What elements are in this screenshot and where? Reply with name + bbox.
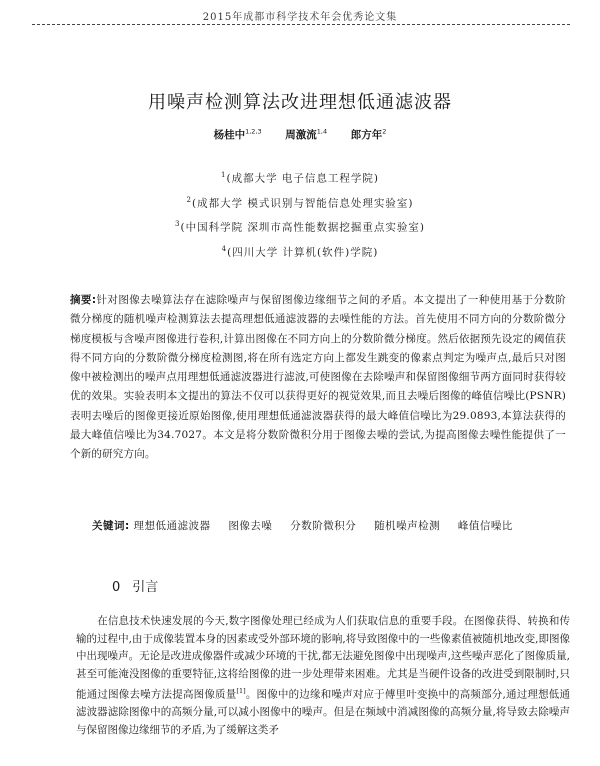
affiliation: $^2$(成都大学 模式识别与智能信息处理实验室) bbox=[186, 195, 414, 209]
affiliation: $^3$(中国科学院 深圳市高性能数据挖掘重点实验室) bbox=[175, 220, 425, 234]
affiliation: $^1$(成都大学 电子信息工程学院) bbox=[221, 171, 379, 185]
author: 杨桂中$^{1,2,3}$ bbox=[213, 127, 262, 141]
affiliation: $^4$(四川大学 计算机(软件)学院) bbox=[221, 244, 379, 258]
paper-title: 用噪声检测算法改进理想低通滤波器 bbox=[148, 92, 452, 113]
keyword: 分数阶微积分 bbox=[290, 520, 357, 532]
section-number: 0 bbox=[112, 580, 121, 595]
author: 周激流$^{1,4}$ bbox=[285, 127, 328, 141]
keywords bbox=[92, 518, 570, 533]
author-list bbox=[0, 127, 600, 142]
running-header: 2015年成都市科学技术年会优秀论文集 bbox=[202, 12, 398, 23]
keyword: 图像去噪 bbox=[228, 520, 273, 532]
author: 郎方年$^2$ bbox=[350, 127, 387, 141]
keywords-label: 关键词: bbox=[92, 520, 130, 532]
keyword: 峰值信噪比 bbox=[457, 520, 513, 532]
abstract bbox=[70, 291, 566, 465]
header-rule bbox=[32, 24, 570, 25]
keyword: 理想低通滤波器 bbox=[133, 520, 211, 532]
abstract-text: 针对图像去噪算法存在滤除噪声与保留图像边缘细节之间的矛盾。本文提出了一种使用基于分数阶微分梯度的随机噪声检测算法去提高理想低通滤波器的去噪性能的方法。首先使用不同方向的分数阶微分梯度模板与含噪声图像进行卷积,计算出图像在不同方向上的分数阶微分梯度。然后依据预先设定的阈值获得不同方向的分数阶微分梯度检测图,将在所有选定方向上都发生跳变的像素点判定为噪声点,最后只对图像中被检测出的噪声点用理想低通滤波器进行滤波,可使图像在去除噪声和保留图像细节两方面同时获得较优的效果。实验表明本文提出的算法不仅可以获得更好的视觉效果,而且去噪后图像的峰值信噪比(PSNR)表明去噪后的图像更接近原始图像,使用理想低通滤波器获得的最大峰值信噪比为29.0893,本算法获得的最大峰值信噪比为34.7027。本文是将分数阶微积分用于图像去噪的尝试,为提高图像去噪性能提供了一个新的研究方向。 bbox=[70, 294, 566, 461]
section-heading bbox=[112, 576, 158, 595]
section-title: 引言 bbox=[132, 580, 159, 595]
affiliation-list bbox=[0, 165, 600, 263]
abstract-label: 摘要: bbox=[70, 294, 97, 306]
intro-paragraph: 在信息技术快速发展的今天,数字图像处理已经成为人们获取信息的重要手段。在图像获得、转换和传输的过程中,由于成像装置本身的因素或受外部环境的影响,将导致图像中的一些像素值被随机地改变,即图像中出现噪声。无论是改进成像器件或减少环境的干扰,都无法避免图像中出现噪声,这些噪声恶化了图像质量,甚至可能淹没图像的重要特征,这将给图像的进一步处理带来困难。尤其是当硬件设备的改进受到限制时,只能通过图像去噪方法提高图像质量[1]。图像中的边缘和噪声对应于傅里叶变换中的高频部分,通过理想低通滤波器滤除图像中的高频分量,可以减小图像中的噪声。但是在频域中消减图像的高频分量,将导致去除噪声与保留图像边缘细节的矛盾,为了缓解这类矛 bbox=[76, 615, 571, 737]
keyword: 随机噪声检测 bbox=[374, 520, 441, 532]
citation-ref: [1] bbox=[236, 687, 246, 696]
